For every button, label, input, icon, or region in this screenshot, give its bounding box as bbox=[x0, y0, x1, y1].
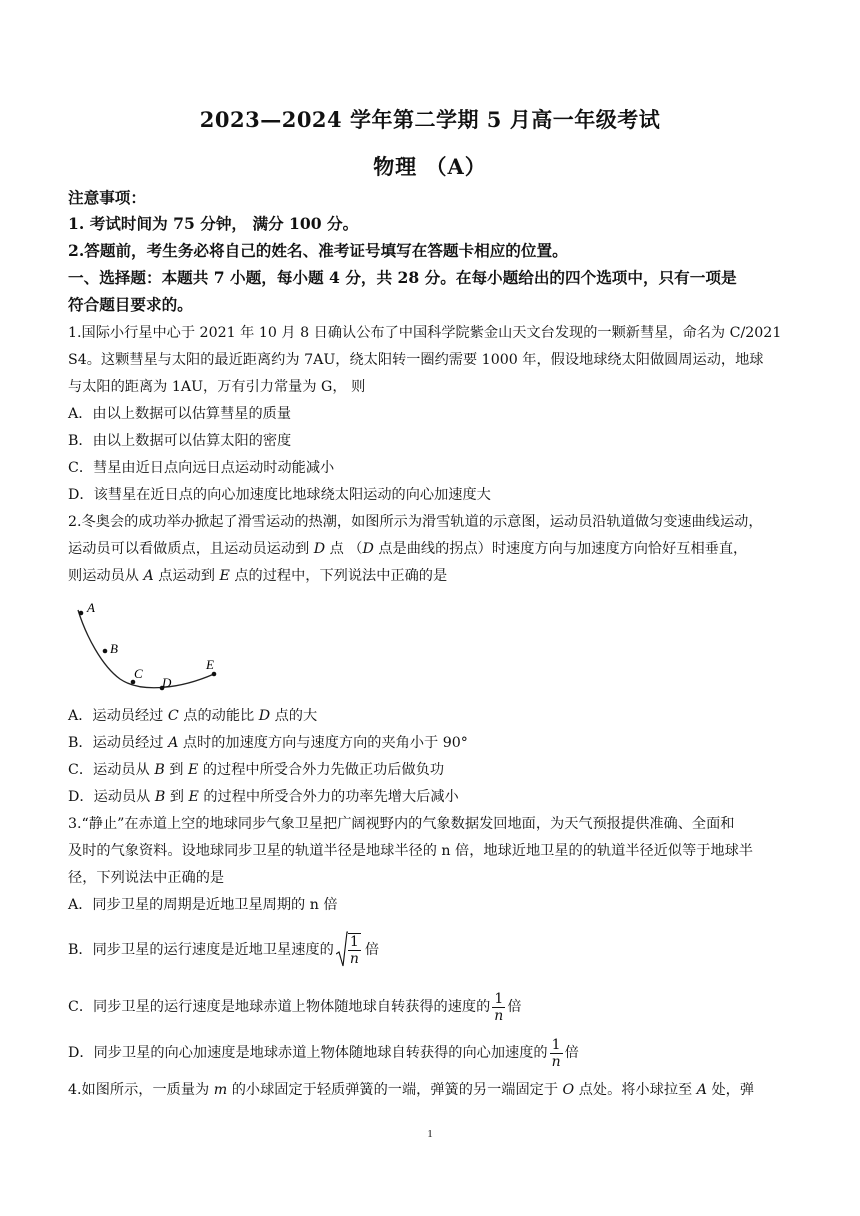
q1-stem-line-1: 1.国际小行星中心于 2021 年 10 月 8 日确认公布了中国科学院紫金山天文台发现的一颗新彗星，命名为 C/2021 bbox=[68, 325, 782, 341]
q2-option-b: B．运动员经过 A 点时的加速度方向与速度方向的夹角小于 90° bbox=[68, 735, 468, 751]
notice-item-2: 2.答题前，考生务必将自己的姓名、准考证号填写在答题卡相应的位置。 bbox=[68, 241, 568, 260]
label-c: C bbox=[134, 666, 143, 681]
notice-heading: 注意事项： bbox=[68, 188, 146, 207]
section-1-instruction-cont: 符合题目要求的。 bbox=[68, 295, 193, 314]
q3-option-d: D．同步卫星的向心加速度是地球赤道上物体随地球自转获得的向心加速度的 $\frac{1}{n}$ 倍 bbox=[68, 1036, 579, 1070]
notice-item-1: 1. 考试时间为 75 分钟， 满分 100 分。 bbox=[68, 214, 359, 233]
q3-stem-line-1: 3.“静止”在赤道上空的地球同步气象卫星把广阔视野内的气象数据发回地面，为天气预报提供准确、全面和 bbox=[68, 816, 735, 832]
ski-track-curve bbox=[78, 610, 214, 688]
label-a: A bbox=[87, 600, 95, 615]
exam-subject: 物理 （A） bbox=[373, 154, 487, 179]
q2-stem-line-1: 2.冬奥会的成功举办掀起了滑雪运动的热潮，如图所示为滑雪轨道的示意图，运动员沿轨道做匀变速曲线运动， bbox=[68, 514, 763, 530]
q1-stem-line-2: S4。这颗彗星与太阳的最近距离约为 7AU，绕太阳转一圈约需要 1000 年，假设地球绕太阳做圆周运动，地球 bbox=[68, 352, 764, 368]
q1-option-d: D．该彗星在近日点的向心加速度比地球绕太阳运动的向心加速度大 bbox=[68, 487, 491, 503]
label-d: D bbox=[162, 675, 172, 690]
q1-stem-line-3: 与太阳的距离为 1AU，万有引力常量为 G， 则 bbox=[68, 379, 366, 395]
sqrt-fraction: $\frac{1}{n}$ bbox=[336, 930, 363, 970]
q3-stem-line-2: 及时的气象资料。设地球同步卫星的轨道半径是地球半径的 n 倍，地球近地卫星的的轨道半径近似等于地球半 bbox=[68, 843, 753, 859]
point-b-dot bbox=[103, 649, 108, 654]
ski-track-diagram bbox=[72, 596, 232, 696]
q2-option-d: D．运动员从 B 到 E 的过程中所受合外力的功率先增大后减小 bbox=[68, 789, 459, 805]
q3-option-a: A．同步卫星的周期是近地卫星周期的 n 倍 bbox=[68, 897, 338, 913]
q1-option-a: A．由以上数据可以估算彗星的质量 bbox=[68, 406, 292, 422]
q2-stem-line-3: 则运动员从 A 点运动到 E 点的过程中，下列说法中正确的是 bbox=[68, 568, 448, 584]
section-1-instruction: 一、选择题：本题共 7 小题，每小题 4 分，共 28 分。在每小题给出的四个选项中，只有一项是 bbox=[68, 268, 737, 287]
fraction-one-over-n: $\frac{1}{n}$ bbox=[551, 1036, 561, 1070]
q3-stem-line-3: 径，下列说法中正确的是 bbox=[68, 870, 225, 886]
q3-option-b: B．同步卫星的运行速度是近地卫星速度的 $\frac{1}{n}$ 倍 bbox=[68, 930, 794, 970]
ski-track-figure bbox=[72, 596, 232, 700]
exam-title: 2023—2024 学年第二学期 5 月高一年级考试 bbox=[199, 107, 661, 132]
q4-stem-line-1: 4.如图所示，一质量为 m 的小球固定于轻质弹簧的一端，弹簧的另一端固定于 O 点处。将小球拉至 A 处，弹 bbox=[68, 1082, 755, 1098]
q3-option-c: C．同步卫星的运行速度是地球赤道上物体随地球自转获得的速度的 $\frac{1}{n}$ 倍 bbox=[68, 990, 522, 1024]
point-e-dot bbox=[212, 672, 217, 677]
q2-stem-line-2: 运动员可以看做质点，且运动员运动到 D 点 （D 点是曲线的拐点）时速度方向与加速度方向恰好互相垂直， bbox=[68, 541, 748, 557]
fraction-one-over-n: $\frac{1}{n}$ bbox=[494, 990, 504, 1024]
point-a-dot bbox=[79, 611, 84, 616]
q2-option-c: C．运动员从 B 到 E 的过程中所受合外力先做正功后做负功 bbox=[68, 762, 445, 778]
label-b: B bbox=[110, 641, 118, 656]
q1-option-c: C．彗星由近日点向远日点运动时动能减小 bbox=[68, 460, 335, 476]
q2-option-a: A．运动员经过 C 点的动能比 D 点的大 bbox=[68, 708, 318, 724]
label-e: E bbox=[206, 657, 214, 672]
page-number: 1 bbox=[427, 1128, 433, 1140]
q1-option-b: B．由以上数据可以估算太阳的密度 bbox=[68, 433, 292, 449]
